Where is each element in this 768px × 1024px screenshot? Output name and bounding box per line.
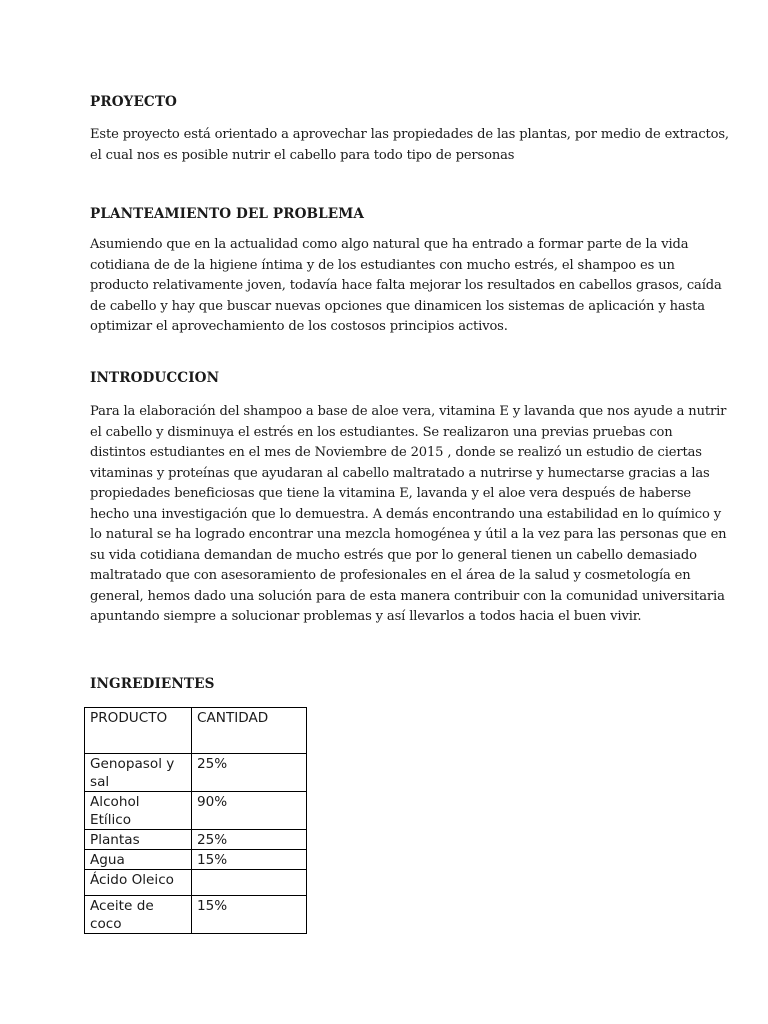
cell-line: Plantas [90,832,140,848]
paragraph-line: producto relativamente joven, todavía hace falta mejorar los resultados en cabellos grasos, caída [90,278,722,293]
cell-producto [85,896,192,934]
paragraph-line: de cabello y hay que buscar nuevas opciones que dinamicen los sistemas de aplicación y hasta [90,298,705,314]
heading-ingredientes: INGREDIENTES [90,676,215,692]
paragraph-planteamiento [90,235,722,338]
paragraph-line: apuntando siempre a solucionar problemas y así llevarlos a todos hacia el buen vivir. [90,609,642,624]
paragraph-line: su vida cotidiana demandan de mucho estrés que por lo general tienen un cabello demasiado [90,547,697,563]
cell-line: Agua [90,852,125,868]
paragraph-line: vitaminas y proteínas que ayudaran al cabello maltratado a nutrirse y humectarse gracias a las [90,465,710,481]
heading-proyecto: PROYECTO [90,94,178,110]
paragraph-line: el cual nos es posible nutrir el cabello para todo tipo de personas [90,147,515,163]
paragraph-line: general, hemos dado una solución para de esta manera contribuir con la comunidad universitaria [90,588,725,604]
table-row [85,896,307,934]
cell-line: Alcohol [90,794,140,810]
paragraph-line: hecho una investigación que lo demuestra. A demás encontrando una estabilidad en lo químico y [90,506,721,522]
heading-introduccion: INTRODUCCION [90,370,220,386]
header-cell-producto: PRODUCTO [85,708,192,754]
cell-line: Etílico [90,812,132,828]
cell-cantidad: 25% [192,830,307,850]
paragraph-proyecto [90,125,729,166]
cell-line: Ácido Oleico [90,872,174,888]
table-header-row [85,708,307,754]
cell-producto [85,754,192,792]
table-row [85,850,307,870]
cell-cantidad [192,870,307,896]
ingredients-table [84,707,307,934]
paragraph-line: el cabello y disminuya el estrés en los estudiantes. Se realizaron una previas pruebas con [90,424,673,440]
cell-producto [85,792,192,830]
cell-producto [85,870,192,896]
table-row [85,792,307,830]
paragraph-line: cotidiana de de la higiene íntima y de los estudiantes con mucho estrés, el shampoo es un [90,257,675,273]
cell-cantidad: 90% [192,792,307,830]
cell-cantidad: 25% [192,754,307,792]
table-row [85,870,307,896]
cell-producto [85,830,192,850]
heading-planteamiento: PLANTEAMIENTO DEL PROBLEMA [90,206,365,222]
cell-line: coco [90,916,122,932]
paragraph-line: optimizar el aprovechamiento de los costosos principios activos. [90,319,508,334]
cell-cantidad: 15% [192,896,307,934]
cell-line: Aceite de [90,898,154,914]
paragraph-line: lo natural se ha logrado encontrar una mezcla homogénea y útil a la vez para las personas que en [90,527,727,542]
cell-producto [85,850,192,870]
table-row [85,754,307,792]
paragraph-line: Para la elaboración del shampoo a base de aloe vera, vitamina E y lavanda que nos ayude a nutrir [90,404,727,419]
paragraph-introduccion [90,402,726,628]
cell-line: Genopasol y [90,756,175,772]
paragraph-line: Asumiendo que en la actualidad como algo natural que ha entrado a formar parte de la vida [90,237,689,252]
cell-line: sal [90,774,110,790]
paragraph-line: maltratado que con asesoramiento de profesionales en el área de la salud y cosmetología en [90,568,691,583]
cell-cantidad: 15% [192,850,307,870]
header-cell-cantidad: CANTIDAD [192,708,307,754]
paragraph-line: distintos estudiantes en el mes de Noviembre de 2015 , donde se realizó un estudio de ciertas [90,445,702,460]
paragraph-line: Este proyecto está orientado a aprovechar las propiedades de las plantas, por medio de extractos, [90,127,729,142]
table-row [85,830,307,850]
paragraph-line: propiedades beneficiosas que tiene la vitamina E, lavanda y el aloe vera después de haberse [90,486,692,501]
